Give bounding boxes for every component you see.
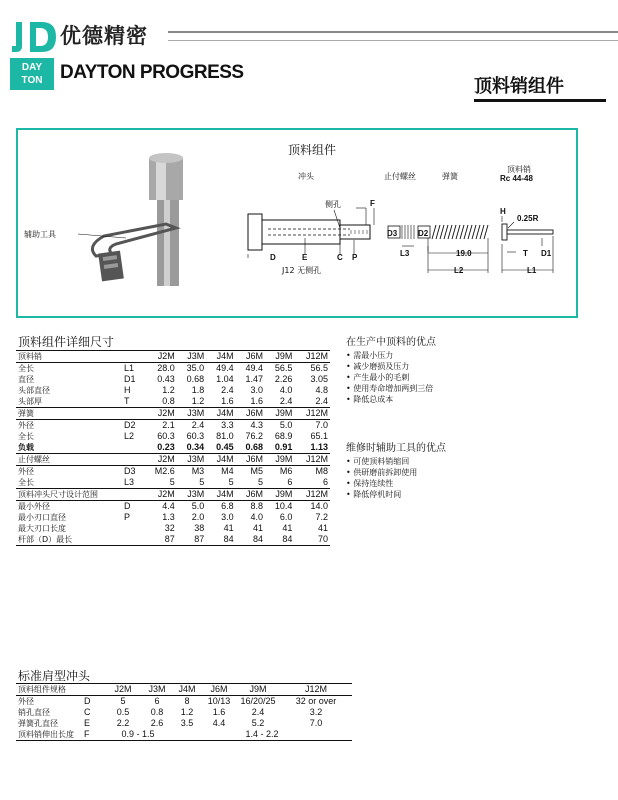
column-header: J2M (144, 351, 177, 363)
column-header: J6M (236, 408, 265, 420)
table-cell: 8.8 (250, 501, 264, 511)
maintenance-advantages-title: 维修时辅助工具的优点 (346, 443, 446, 454)
column-header: J3M (177, 454, 206, 466)
maintenance-advantage-item: • 供研磨前拆卸使用 (346, 468, 418, 477)
group-header-label: 顶料冲头尺寸设计范围 (16, 489, 122, 501)
header-rule (168, 31, 618, 41)
table-cell: M8 (315, 466, 328, 476)
table-cell: 3.05 (310, 374, 328, 384)
row-symbol (122, 523, 144, 534)
row-symbol: T (124, 396, 130, 406)
table-cell: 2.2 (116, 718, 130, 728)
pin-drawing (502, 216, 553, 273)
column-header: J12M (294, 408, 330, 420)
table-row (16, 534, 330, 546)
production-advantage-item: • 使用寿命增加两到三倍 (346, 384, 434, 393)
column-header: J4M (206, 351, 235, 363)
table-cell: 2.6 (150, 718, 164, 728)
side-hole-label: 侧孔 (325, 200, 341, 209)
table-row (16, 442, 330, 454)
table-cell: 41 (253, 523, 264, 533)
table-cell: 6.0 (279, 512, 293, 522)
row-label: 外径 (18, 421, 34, 430)
pin-hardness: Rc 44-48 (500, 174, 533, 183)
table-cell: 3.3 (221, 420, 234, 430)
table-row (16, 420, 330, 432)
table-cell: 0.43 (157, 374, 175, 384)
dim-e: E (302, 253, 308, 262)
table-cell: 84 (206, 534, 235, 546)
dim-l3: L3 (400, 249, 410, 258)
table-cell: 41 (223, 523, 234, 533)
table-row (16, 707, 352, 718)
table-row (16, 729, 352, 741)
group-header-label: 止付螺丝 (16, 454, 122, 466)
row-symbol: D2 (124, 420, 136, 430)
std-header-sym (82, 684, 104, 696)
table-cell: 7.0 (309, 718, 323, 728)
column-header: J9M (265, 489, 294, 501)
column-header: J2M (144, 408, 177, 420)
table-cell: 2.4 (191, 420, 205, 430)
row-symbol: P (124, 512, 131, 522)
row-label: 头部直径 (18, 386, 50, 395)
production-advantages (346, 337, 436, 405)
dayton-logo-bottom: TON (21, 75, 43, 86)
dim-radius: 0.25R (517, 214, 539, 223)
table-cell: 60.3 (157, 431, 175, 441)
table-cell: 1.6 (250, 396, 264, 406)
table-cell: 35.0 (186, 363, 205, 373)
std-header-row (16, 684, 352, 696)
group-header-row (16, 351, 330, 363)
table-cell: 0.5 (116, 707, 130, 717)
row-symbol: L2 (124, 431, 135, 441)
row-label: 最小外径 (18, 502, 50, 511)
table-cell: 32 (164, 523, 175, 533)
row-symbol: C (84, 707, 91, 717)
table-cell: 87 (177, 534, 206, 546)
row-label: 弹簧孔直径 (18, 719, 58, 728)
production-advantage-item: • 需最小压力 (346, 351, 394, 360)
table-cell: 2.4 (279, 396, 293, 406)
table-cell: 2.1 (162, 420, 175, 430)
table-cell: 49.4 (216, 363, 234, 373)
dayton-brand-name: DAYTON PROGRESS (60, 62, 244, 83)
standard-punch-title: 标准肩型冲头 (18, 669, 91, 683)
row-label: 头部厚 (18, 397, 42, 406)
row-label: 负载 (18, 443, 34, 452)
table-cell: 81.0 (216, 431, 234, 441)
row-symbol: D (84, 696, 91, 706)
table-cell: 0.8 (162, 396, 175, 406)
punch-drawing (248, 208, 374, 258)
dayton-logo-top: DAY (21, 62, 43, 73)
dim-c: C (337, 253, 343, 262)
group-header-row (16, 489, 330, 501)
table-cell: 0.45 (216, 442, 234, 452)
dim-d3: D3 (387, 229, 398, 238)
row-symbol: L3 (124, 477, 135, 487)
dim-19: 19.0 (456, 249, 472, 258)
table-cell: 3.2 (309, 707, 323, 717)
table-cell: 3.0 (250, 385, 264, 395)
table-cell: 56.5 (310, 363, 328, 373)
table-cell: 1.4 - 2.2 (172, 729, 352, 741)
table-cell: 7.0 (315, 420, 328, 430)
row-label: 顶料销伸出长度 (16, 729, 82, 741)
table-cell: 3.0 (221, 512, 234, 522)
table-cell: M4 (221, 466, 234, 476)
table-cell: 1.2 (180, 707, 194, 717)
table-cell: 10.4 (274, 501, 293, 511)
group-header-sym (122, 408, 144, 420)
group-header-sym (122, 351, 144, 363)
title-underline (474, 99, 606, 102)
table-cell: 0.68 (245, 442, 264, 452)
table-row (16, 696, 352, 708)
table-row (16, 477, 330, 489)
table-cell: 1.04 (216, 374, 234, 384)
table-cell: 70 (294, 534, 330, 546)
table-cell: 2.0 (191, 512, 205, 522)
row-symbol: D3 (124, 466, 136, 476)
table-cell: 5.0 (279, 420, 293, 430)
row-label: 全长 (18, 478, 34, 487)
maintenance-advantage-item: • 保持连续性 (346, 479, 394, 488)
column-header: J12M (294, 489, 330, 501)
column-header: J4M (206, 489, 235, 501)
table-cell: 1.6 (212, 707, 226, 717)
pin-label: 顶料销 (507, 165, 531, 174)
table-row (16, 718, 352, 729)
table-cell: 0.9 - 1.5 (104, 729, 172, 741)
dim-l1: L1 (527, 266, 537, 275)
table-cell: 49.4 (245, 363, 264, 373)
youde-logo (10, 22, 56, 52)
maintenance-advantages (346, 443, 446, 500)
group-header-row (16, 408, 330, 420)
spring-label: 弹簧 (442, 172, 458, 181)
table-cell: 68.9 (274, 431, 293, 441)
table-cell: 28.0 (157, 363, 175, 373)
table-cell: 41 (317, 523, 328, 533)
row-label: 最小刃口直径 (18, 513, 66, 522)
table-cell: 1.13 (310, 442, 328, 452)
column-header: J4M (172, 684, 202, 696)
column-header: J6M (202, 684, 236, 696)
row-label: 外径 (18, 697, 34, 706)
group-header-sym (122, 454, 144, 466)
row-symbol: D (124, 501, 131, 511)
row-label: 最大刃口长度 (18, 524, 66, 533)
table-cell: 0.34 (186, 442, 205, 452)
row-label: 全长 (18, 364, 34, 373)
dim-h: H (500, 207, 506, 216)
maintenance-advantage-item: • 降低停机时间 (346, 490, 402, 499)
punch-label: 冲头 (298, 172, 314, 181)
group-header-label: 顶料销 (16, 351, 122, 363)
table-cell: 56.5 (274, 363, 293, 373)
group-header-label: 弹簧 (16, 408, 122, 420)
table-cell: 60.3 (186, 431, 205, 441)
table-cell: 5 (228, 477, 234, 487)
column-header: J12M (294, 351, 330, 363)
set-screw-label: 止付螺丝 (384, 172, 416, 181)
table-cell: 5 (120, 696, 126, 706)
dim-l2: L2 (454, 266, 464, 275)
table-cell: 0.8 (150, 707, 164, 717)
table-cell: 41 (282, 523, 293, 533)
column-header: J9M (265, 351, 294, 363)
table-row (16, 374, 330, 385)
table-cell: 0.23 (157, 442, 175, 452)
table-cell: 2.4 (251, 707, 265, 717)
spring-drawing (418, 225, 488, 273)
table-cell: 4.0 (250, 512, 264, 522)
table-cell: 5 (199, 477, 205, 487)
table-cell: 4.3 (250, 420, 264, 430)
row-symbol (122, 442, 144, 454)
table-row (16, 396, 330, 408)
group-header-sym (122, 489, 144, 501)
figure-title: 顶料组件 (288, 143, 337, 157)
column-header: J9M (236, 684, 280, 696)
column-header: J3M (177, 408, 206, 420)
row-label: 外径 (18, 467, 34, 476)
table-cell: 4.4 (162, 501, 175, 511)
table-cell: 87 (144, 534, 177, 546)
table-cell: 4.0 (279, 385, 293, 395)
punch-photo (78, 153, 183, 286)
table-cell: 8 (184, 696, 190, 706)
table-cell: 7.2 (315, 512, 328, 522)
row-symbol: H (124, 385, 131, 395)
table-cell: 2.4 (315, 396, 328, 406)
row-symbol: L1 (124, 363, 135, 373)
column-header: J4M (206, 408, 235, 420)
column-header: J3M (142, 684, 172, 696)
column-header: J4M (206, 454, 235, 466)
table-cell: M2.6 (154, 466, 175, 476)
row-symbol: F (82, 729, 104, 741)
table-cell: 1.47 (245, 374, 264, 384)
column-header: J12M (294, 454, 330, 466)
production-advantages-title: 在生产中顶料的优点 (346, 337, 436, 348)
maintenance-advantage-item: • 可使顶料销缩回 (346, 457, 410, 466)
table-row (16, 385, 330, 396)
table-row (16, 466, 330, 478)
column-header: J6M (236, 454, 265, 466)
table-cell: 6 (322, 477, 328, 487)
table-row (16, 431, 330, 442)
table-row (16, 501, 330, 513)
column-header: J2M (144, 454, 177, 466)
table-cell: M3 (191, 466, 205, 476)
table-cell: 1.8 (191, 385, 205, 395)
table-cell: 1.6 (221, 396, 234, 406)
row-label: 销孔直径 (18, 708, 50, 717)
group-header-row (16, 454, 330, 466)
table-cell: M6 (279, 466, 293, 476)
column-header: J9M (265, 408, 294, 420)
production-advantage-item: • 产生最小的毛刺 (346, 373, 410, 382)
dim-t: T (523, 249, 528, 258)
table-cell: 0.68 (186, 374, 205, 384)
column-header: J9M (265, 454, 294, 466)
table-cell: 5.2 (251, 718, 265, 728)
table-cell: 2.4 (221, 385, 234, 395)
table-cell: 84 (236, 534, 265, 546)
table-row (16, 512, 330, 523)
column-header: J2M (144, 489, 177, 501)
table-cell: 38 (194, 523, 205, 533)
std-header-label: 顶料组件规格 (16, 684, 82, 696)
table-cell: 6.8 (221, 501, 234, 511)
dim-d1: D1 (541, 249, 552, 258)
row-label: 杆部（D）最长 (16, 534, 122, 546)
dayton-logo (10, 58, 54, 90)
production-advantage-item: • 减少磨损及压力 (346, 362, 410, 371)
table-cell: 5 (169, 477, 175, 487)
table-cell: 3.5 (180, 718, 194, 728)
page-title: 顶料销组件 (474, 76, 564, 97)
brand-name-cn: 优德精密 (60, 24, 148, 48)
table-cell: 10/13 (207, 696, 231, 706)
row-symbol (122, 534, 144, 546)
table-cell: 65.1 (310, 431, 328, 441)
production-advantage-item: • 降低总成本 (346, 395, 394, 404)
table-cell: 16/20/25 (240, 696, 276, 706)
table-cell: 0.91 (274, 442, 293, 452)
figure-caption: J12 无侧孔 (282, 266, 322, 275)
table-cell: 6 (287, 477, 293, 487)
row-symbol: E (84, 718, 91, 728)
standard-punch-table (16, 683, 352, 741)
table-row (16, 363, 330, 375)
table-cell: 5.0 (191, 501, 205, 511)
table-cell: 1.3 (162, 512, 175, 522)
column-header: J6M (236, 351, 265, 363)
sizes-table (16, 350, 330, 546)
table-cell: 84 (265, 534, 294, 546)
tool-label: 辅助工具 (24, 230, 56, 239)
column-header: J2M (104, 684, 142, 696)
table-cell: 2.26 (274, 374, 293, 384)
dim-p: P (352, 253, 358, 262)
table-cell: 14.0 (310, 501, 328, 511)
table-cell: 1.2 (162, 385, 175, 395)
column-header: J12M (280, 684, 352, 696)
table-cell: 1.2 (191, 396, 205, 406)
table-cell: M5 (250, 466, 264, 476)
dim-d: D (270, 253, 276, 262)
table-row (16, 523, 330, 534)
dim-f: F (370, 199, 375, 208)
table-cell: 5 (258, 477, 264, 487)
row-symbol: D1 (124, 374, 136, 384)
row-label: 直径 (18, 375, 34, 384)
column-header: J3M (177, 489, 206, 501)
dim-d2: D2 (418, 229, 429, 238)
table-cell: 6 (154, 696, 160, 706)
table-cell: 76.2 (245, 431, 264, 441)
table-cell: 4.4 (212, 718, 226, 728)
row-label: 全长 (18, 432, 34, 441)
column-header: J3M (177, 351, 206, 363)
table-cell: 32 or over (295, 696, 337, 706)
table-cell: 4.8 (315, 385, 328, 395)
sizes-section-title: 顶料组件详细尺寸 (18, 335, 115, 349)
column-header: J6M (236, 489, 265, 501)
